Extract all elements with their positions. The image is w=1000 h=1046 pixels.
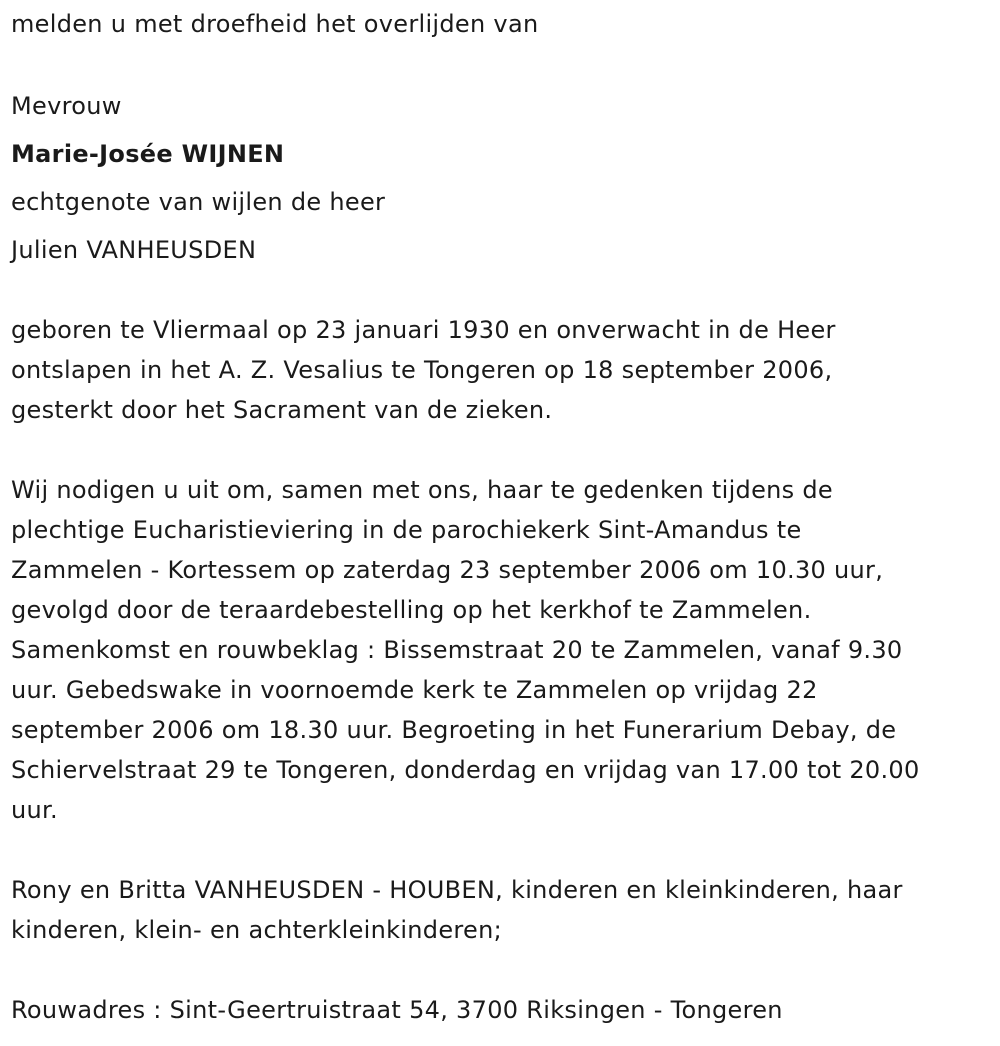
paragraph-line: gesterkt door het Sacrament van de zieken. [11,396,553,424]
paragraph-line: geboren te Vliermaal op 23 januari 1930 en onverwacht in de Heer [11,316,836,344]
paragraph-line: september 2006 om 18.30 uur. Begroeting in het Funerarium Debay, de [11,716,897,744]
paragraph-line: uur. [11,796,58,824]
paragraph-line: Rony en Britta VANHEUSDEN - HOUBEN, kinderen en kleinkinderen, haar [11,876,903,904]
paragraph-line: plechtige Eucharistieviering in de parochiekerk Sint-Amandus te [11,516,802,544]
paragraph-line: kinderen, klein- en achterkleinkinderen; [11,916,503,944]
mourning-address: Rouwadres : Sint-Geertruistraat 54, 3700 Riksingen - Tongeren [11,996,783,1024]
birth-death-paragraph [11,310,836,430]
paragraph-line: Samenkomst en rouwbeklag : Bissemstraat 20 te Zammelen, vanaf 9.30 [11,636,903,664]
service-paragraph [11,470,920,830]
paragraph-line: Zammelen - Kortessem op zaterdag 23 september 2006 om 10.30 uur, [11,556,884,584]
intro-text: melden u met droefheid het overlijden van [11,10,539,38]
honorific: Mevrouw [11,92,122,120]
paragraph-line: Wij nodigen u uit om, samen met ons, haar te gedenken tijdens de [11,476,833,504]
family-paragraph [11,870,903,950]
paragraph-line: Schiervelstraat 29 te Tongeren, donderdag en vrijdag van 17.00 tot 20.00 [11,756,920,784]
paragraph-line: gevolgd door de teraardebestelling op het kerkhof te Zammelen. [11,596,812,624]
paragraph-line: ontslapen in het A. Z. Vesalius te Tongeren op 18 september 2006, [11,356,833,384]
paragraph-line: uur. Gebedswake in voornoemde kerk te Zammelen op vrijdag 22 [11,676,818,704]
relation-text: echtgenote van wijlen de heer [11,188,386,216]
deceased-name: Marie-Josée WIJNEN [11,140,285,168]
spouse-name: Julien VANHEUSDEN [11,236,257,264]
